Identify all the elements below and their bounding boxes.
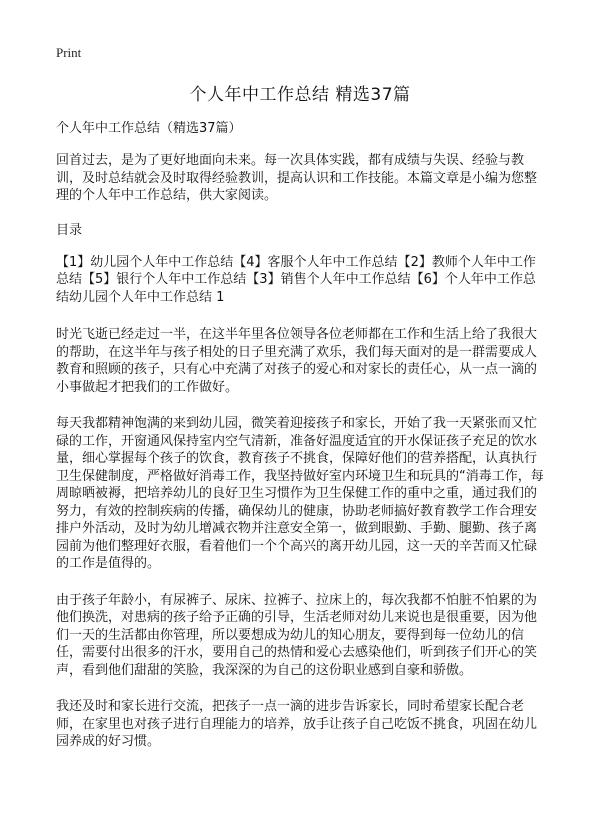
document-title: 个人年中工作总结 精选37篇: [189, 85, 411, 105]
toc-link-4[interactable]: 【4】客服个人年中工作总结: [233, 254, 398, 270]
document-subtitle: 个人年中工作总结（精选37篇）: [56, 121, 242, 136]
body-paragraph: 我还及时和家长进行交流，把孩子一点一滴的进步告诉家长，同时希望家长配合老师，在家里也对孩子进行自理能力的培养，放手让孩子自己吃饭不挑食，巩固在幼儿园养成的好习惯。: [56, 699, 538, 749]
toc-link-6[interactable]: 【6】个人年中工作总结: [56, 272, 536, 305]
print-label: Print: [56, 45, 82, 60]
toc-link-2[interactable]: 【2】教师个人年中工作总结: [56, 254, 536, 287]
body-paragraph: 每天我都精神饱满的来到幼儿园，微笑着迎接孩子和家长，开始了我一天紧张而又忙碌的工作，开窗通风保持室内空气清新，准备好温度适宜的开水保证孩子充足的饮水量，细心掌握每个孩子的饮食，教育孩子不挑食，保障好他们的营养搭配，认真执行卫生保健制度，严格做好消毒工作，我坚持做好室内环境卫生和玩具的“消毒工作，每周晾晒被褥，把培养幼儿的良好卫生习惯作为卫生保健工作的重中之重，通过我们的努力，有效的控制疾病的传播，确保幼儿的健康，协助老师搞好教育教学工作合理安排户外活动，及时为幼儿增减衣物并注意安全第一，做到眼勤、手勤、腿勤、孩子离园前为他们整理好衣服，看着他们一个个高兴的离开幼儿园，这一天的辛苦而又忙碌的工作是值得的。: [56, 416, 544, 571]
table-of-contents: [56, 254, 544, 307]
document-body: [56, 120, 544, 770]
section-heading: 幼儿园个人年中工作总结 1: [69, 289, 225, 305]
body-paragraph: 由于孩子年龄小，有尿裤子、尿床、拉裤子、拉床上的，每次我都不怕脏不怕累的为他们换洗，对患病的孩子给予正确的引导，生活老师对幼儿来说也是很重要，因为他们一天的生活都由你管理，所以要想成为幼儿的知心朋友，要得到每一位幼儿的信任，需要付出很多的汗水，要用自己的热情和爱心去感染他们，听到孩子们开心的笑声，看到他们甜甜的笑脸，我深深的为自己的这份职业感到自豪和骄傲。: [56, 592, 538, 678]
toc-heading: 目录: [56, 222, 83, 238]
intro-paragraph: 回首过去，是为了更好地面向未来。每一次具体实践，都有成绩与失误、经验与教训，及时总结就会及时取得经验教训，提高认识和工作技能。本篇文章是小编为您整理的个人年中工作总结，供大家阅读。: [56, 153, 538, 203]
toc-link-3[interactable]: 【3】销售个人年中工作总结: [246, 272, 411, 287]
toc-link-1[interactable]: 【1】幼儿园个人年中工作总结: [56, 254, 234, 270]
body-paragraph: 时光飞逝已经走过一半，在这半年里各位领导各位老师都在工作和生活上给了我很大的帮助，在这半年与孩子相处的日子里充满了欢乐，我们每天面对的是一群需要成人教育和照顾的孩子，只有心中充满了对孩子的爱心和对家长的责任心，从一点一滴的小事做起才把我们的工作做好。: [56, 327, 538, 395]
toc-link-5[interactable]: 【5】银行个人年中工作总结: [82, 272, 247, 287]
